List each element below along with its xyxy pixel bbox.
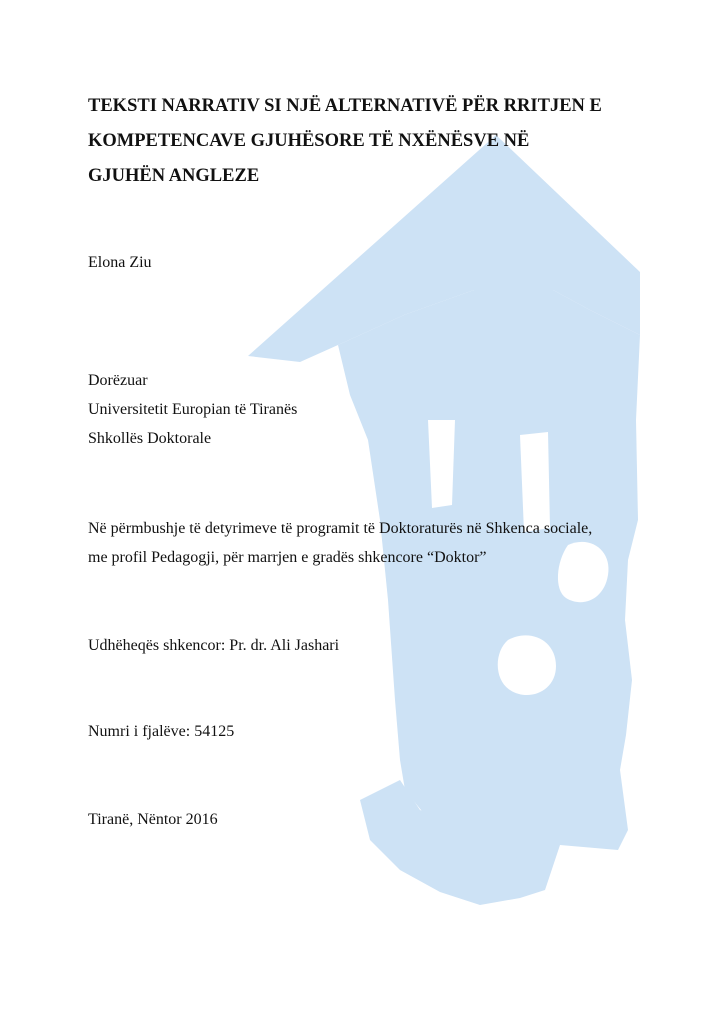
word-count: Numri i fjalëve: 54125 (88, 723, 235, 740)
author-name: Elona Ziu (88, 254, 152, 271)
submission-line: Shkollës Doktorale (88, 430, 212, 447)
purpose-statement (88, 514, 592, 572)
place-and-date: Tiranë, Nëntor 2016 (88, 811, 218, 828)
submission-line: Universitetit Europian të Tiranës (88, 401, 298, 418)
thesis-title-line: TEKSTI NARRATIV SI NJË ALTERNATIVË PËR RRITJEN E (88, 96, 602, 116)
thesis-title (88, 89, 678, 194)
purpose-line: Në përmbushje të detyrimeve të programit të Doktoraturës në Shkenca sociale, (88, 520, 593, 537)
submission-line: Dorëzuar (88, 372, 148, 389)
thesis-title-line: KOMPETENCAVE GJUHËSORE TË NXËNËSVE NË (88, 131, 530, 151)
supervisor-line: Udhëheqës shkencor: Pr. dr. Ali Jashari (88, 637, 340, 654)
thesis-title-line: GJUHËN ANGLEZE (88, 166, 260, 186)
submission-block (88, 366, 297, 453)
purpose-line: me profil Pedagogji, për marrjen e gradës shkencore “Doktor” (88, 549, 487, 566)
